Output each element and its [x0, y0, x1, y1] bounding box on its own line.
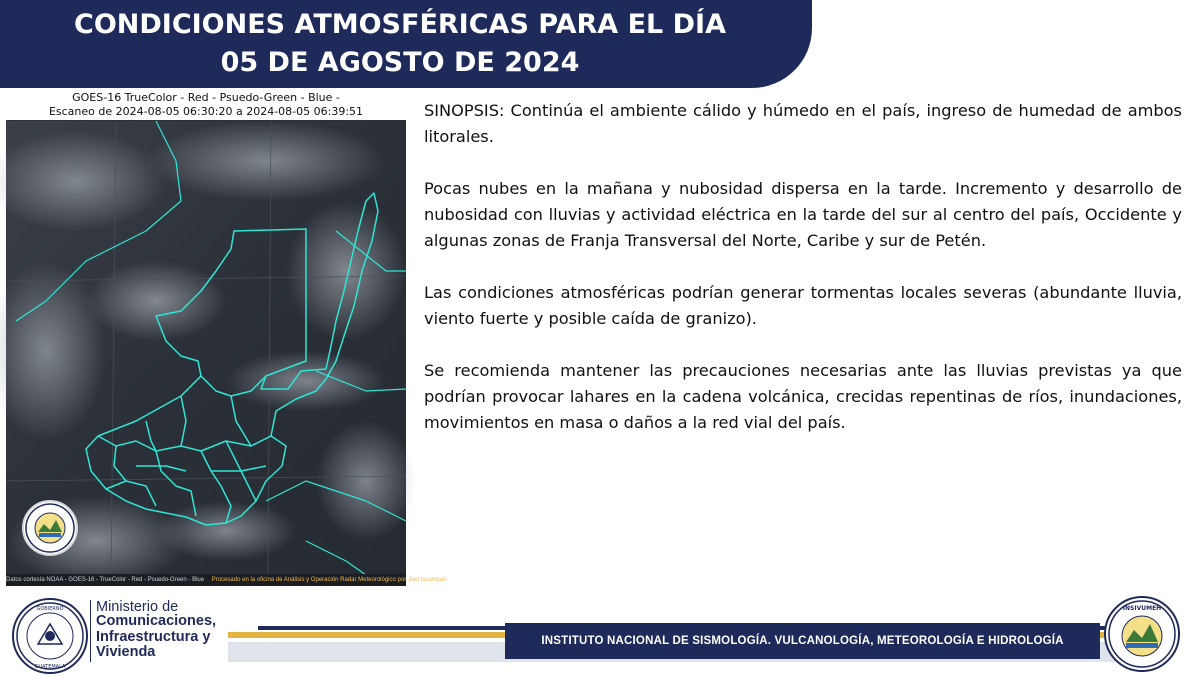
- svg-text:INSIVUMEH: INSIVUMEH: [1122, 605, 1162, 612]
- satellite-credit-right: Procesado en la oficina de Análisis y Operación Radar Meteorológico por Joel Iscampari: [211, 577, 447, 583]
- insivumeh-logo: [1104, 596, 1180, 672]
- header-banner: [0, 0, 812, 88]
- satellite-credit-left: Datos cortesía NOAA - GOES-16 - TrueColor - Red - Psuedo-Green - Blue: [6, 577, 205, 583]
- synopsis-paragraph: SINOPSIS: Continúa el ambiente cálido y húmedo en el país, ingreso de humedad de ambos litorales.: [424, 101, 1182, 146]
- satellite-caption-line2: Escaneo de 2024-08-05 06:30:20 a 2024-08-05 06:39:51: [48, 105, 364, 118]
- institute-banner: [505, 623, 1100, 659]
- forecast-text: [424, 98, 1182, 462]
- institute-name: INSTITUTO NACIONAL DE SISMOLOGÍA. VULCANOLOGÍA, METEOROLOGÍA E HIDROLOGÍA: [541, 635, 1064, 647]
- insivumeh-seal: [22, 500, 78, 556]
- page-title-line1: CONDICIONES ATMOSFÉRICAS PARA EL DÍA: [74, 9, 726, 40]
- svg-text:GUATEMALA: GUATEMALA: [34, 664, 66, 670]
- satellite-caption-line1: GOES-16 TrueColor - Red - Psuedo-Green - Blue -: [72, 91, 340, 104]
- cloudiness-paragraph: Pocas nubes en la mañana y nubosidad dispersa en la tarde. Incremento y desarrollo de nubosidad con lluvias y actividad eléctrica en la tarde del sur al centro del país, Occidente y algunas zonas de Franja Transversal del Norte, Caribe y sur de Petén.: [424, 179, 1182, 250]
- insivumeh-logo-icon: [1106, 598, 1178, 670]
- storm-warning-paragraph: Las condiciones atmosféricas podrían generar tormentas locales severas (abundante lluvia, viento fuerte y posible caída de granizo).: [424, 283, 1182, 328]
- recommendation-paragraph: Se recomienda mantener las precauciones necesarias ante las lluvias previstas ya que podrían provocar lahares en la cadena volcánica, crecidas repentinas de ríos, inundaciones, movimientos en masa o daños a la red vial del país.: [424, 361, 1182, 432]
- ministry-divider: [90, 600, 91, 662]
- guatemala-coat-of-arms-icon: [14, 600, 86, 672]
- insivumeh-seal-icon: [24, 502, 76, 554]
- satellite-image-panel: [6, 90, 447, 586]
- satellite-credits: [6, 574, 447, 586]
- ministry-name-line1: Ministerio de: [96, 599, 179, 615]
- ministry-name-line2: Comunicaciones, Infraestructura y Vivienda: [96, 613, 217, 660]
- page-title-line2: 05 DE AGOSTO DE 2024: [220, 47, 580, 78]
- satellite-caption: [6, 90, 406, 120]
- page-title: [0, 6, 800, 82]
- guatemala-government-seal: [12, 598, 88, 674]
- svg-text:GOBIERNO: GOBIERNO: [36, 606, 64, 612]
